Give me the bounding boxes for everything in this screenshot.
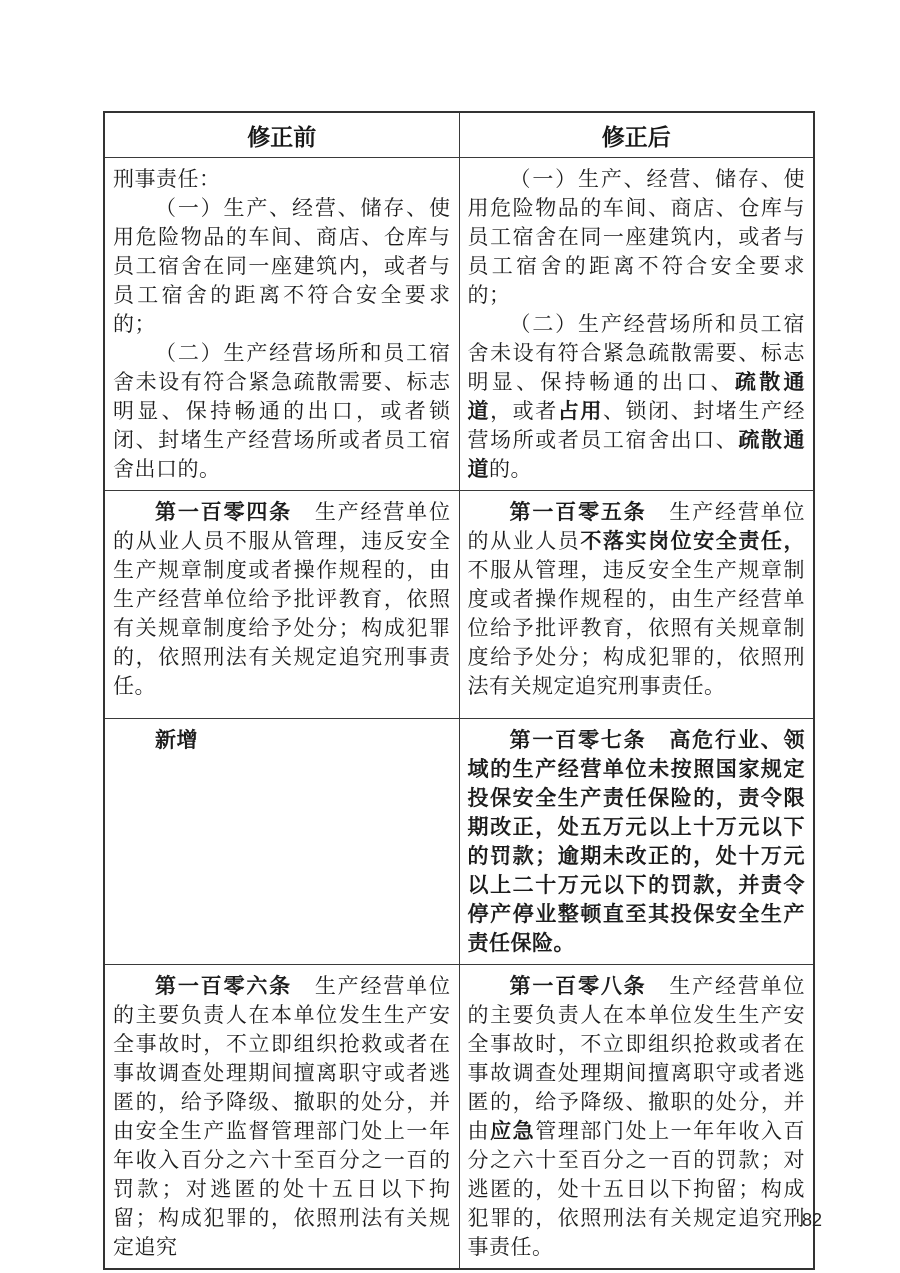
body-text: 的。 bbox=[489, 457, 532, 481]
emphasized-text: 占用 bbox=[557, 400, 603, 423]
body-text: 刑事责任： bbox=[113, 167, 221, 191]
paragraph bbox=[113, 339, 451, 484]
emphasized-text: 不落实岗位安全责任， bbox=[580, 530, 806, 553]
paragraph bbox=[113, 165, 451, 194]
cell-after-row-4 bbox=[459, 965, 814, 1270]
body-text: 不服从管理，违反安全生产规章制度或者操作规程的，由生产经营单位给予批评教育，依照有关规章制度给予处分；构成犯罪的，依照刑法有关规定追究刑事责任。 bbox=[467, 558, 805, 698]
paragraph bbox=[468, 310, 806, 484]
cell-after-row-3 bbox=[459, 719, 814, 965]
body-text: 管理部门处上一年年收入百分之六十至百分之一百的罚款；对逃匿的，处十五日以下拘留；构成犯罪的，依照刑法有关规定追究刑事责任。 bbox=[467, 1119, 806, 1259]
column-header-after: 修正后 bbox=[459, 112, 814, 158]
body-text: 生产经营单位的主要负责人在本单位发生生产安全事故时，不立即组织抢救或者在事故调查处理期间擅离职守或者逃匿的，给予降级、撤职的处分，并由安全生产监督管理部门处上一年年收入百分之六十至百分之一百的罚款；对逃匿的处十五日以下拘留；构成犯罪的，依照刑法有关规定追究 bbox=[113, 974, 451, 1259]
emphasized-text: 新增 bbox=[155, 729, 198, 752]
paragraph bbox=[468, 726, 806, 958]
paragraph bbox=[113, 498, 451, 701]
cell-after-row-2 bbox=[459, 491, 814, 719]
cell-after-row-1 bbox=[459, 158, 814, 491]
column-header-before: 修正前 bbox=[104, 112, 459, 158]
body-text: 生产经营单位的主要负责人在本单位发生生产安全事故时，不立即组织抢救或者在事故调查处理期间擅离职守或者逃匿的，给予降级、撤职的处分，并由 bbox=[467, 974, 805, 1143]
cell-before-row-4 bbox=[104, 965, 459, 1270]
table-row bbox=[104, 491, 814, 719]
body-text: （一）生产、经营、储存、使用危险物品的车间、商店、仓库与员工宿舍在同一座建筑内，或者与员工宿舍的距离不符合安全要求的； bbox=[113, 196, 451, 336]
paragraph bbox=[468, 972, 806, 1262]
body-text: （二）生产经营场所和员工宿舍未设有符合紧急疏散需要、标志明显、保持畅通的出口、 bbox=[467, 312, 805, 394]
paragraph bbox=[113, 972, 451, 1262]
body-text: ，或者 bbox=[490, 399, 558, 423]
body-text: （二）生产经营场所和员工宿舍未设有符合紧急疏散需要、标志明显、保持畅通的出口，或者锁闭、封堵生产经营场所或者员工宿舍出口的。 bbox=[113, 341, 451, 481]
body-text: 生产经营单位的从业人员 bbox=[467, 500, 805, 553]
page-number: 82 bbox=[802, 1210, 823, 1230]
emphasized-text: 疏散通道 bbox=[467, 371, 806, 423]
paragraph bbox=[113, 194, 451, 339]
paragraph bbox=[468, 498, 806, 701]
body-text: （一）生产、经营、储存、使用危险物品的车间、商店、仓库与员工宿舍在同一座建筑内，或者与员工宿舍的距离不符合安全要求的； bbox=[467, 167, 805, 307]
paragraph bbox=[468, 165, 806, 310]
emphasized-text: 疏散通道 bbox=[467, 429, 806, 481]
cell-before-row-2 bbox=[104, 491, 459, 719]
table-row bbox=[104, 719, 814, 965]
emphasized-text: 第一百零八条 bbox=[509, 975, 647, 998]
cell-before-row-3 bbox=[104, 719, 459, 965]
emphasized-text: 第一百零五条 bbox=[509, 501, 647, 524]
table-row bbox=[104, 158, 814, 491]
paragraph bbox=[113, 726, 451, 755]
emphasized-text: 应急 bbox=[490, 1120, 536, 1143]
body-text: 生产经营单位的从业人员不服从管理，违反安全生产规章制度或者操作规程的，由生产经营单位给予批评教育，依照有关规章制度给予处分；构成犯罪的，依照刑法有关规定追究刑事责任。 bbox=[113, 500, 451, 698]
comparison-table bbox=[103, 111, 815, 1270]
table-row bbox=[104, 965, 814, 1270]
emphasized-text: 第一百零六条 bbox=[155, 975, 292, 998]
cell-before-row-1 bbox=[104, 158, 459, 491]
table-header-row bbox=[104, 112, 814, 158]
emphasized-text: 第一百零七条 高危行业、领域的生产经营单位未按照国家规定投保安全生产责任保险的，责令限期改正，处五万元以上十万元以下的罚款；逾期未改正的，处十万元以上二十万元以下的罚款，并责令停产停业整顿直至其投保安全生产责任保险。 bbox=[467, 729, 805, 955]
emphasized-text: 第一百零四条 bbox=[155, 501, 292, 524]
comparison-table-body bbox=[104, 158, 814, 1270]
body-text: 、锁闭、封堵生产经营场所或者员工宿舍出口、 bbox=[467, 399, 806, 452]
